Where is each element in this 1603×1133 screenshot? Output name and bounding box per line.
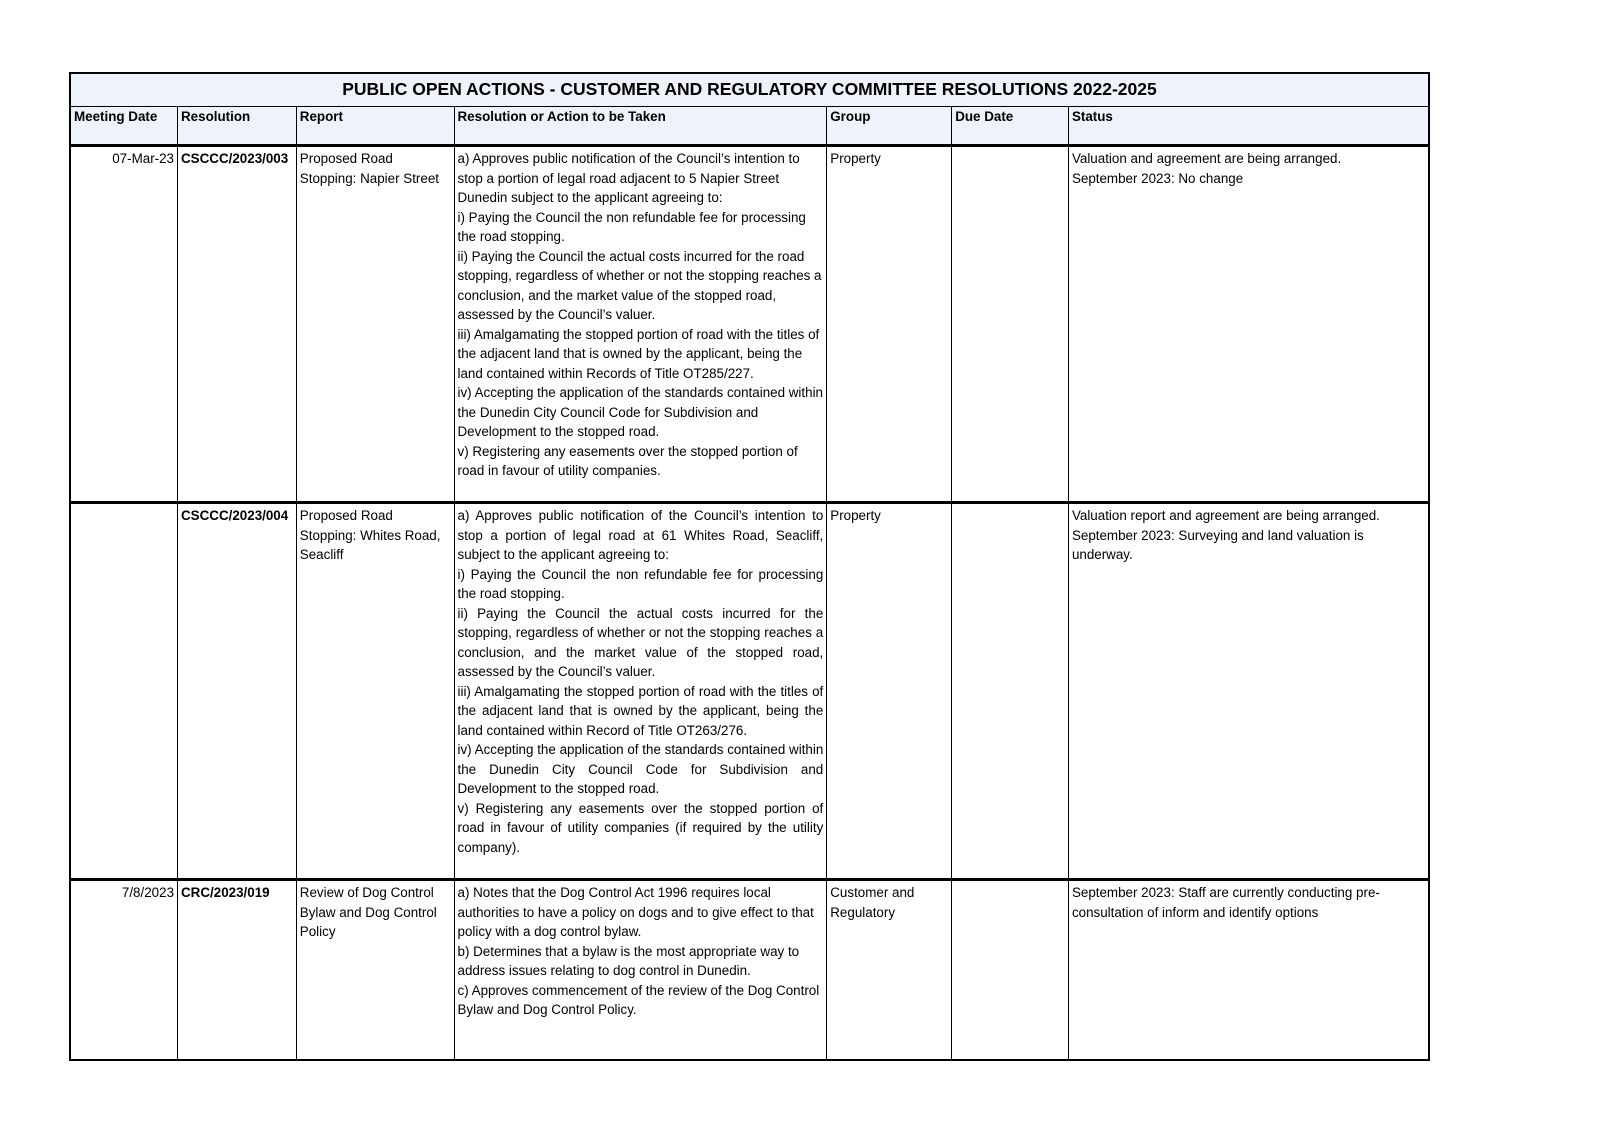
group-cell: Customer and Regulatory bbox=[827, 880, 952, 1061]
resolution-cell: CSCCC/2023/004 bbox=[178, 503, 297, 880]
status-cell bbox=[1068, 146, 1429, 503]
action-cell bbox=[454, 503, 827, 880]
status-item: September 2023: No change bbox=[1071, 170, 1244, 186]
action-item: ii) Paying the Council the actual costs incurred for the road stopping, regardless of whether or not the stopping reaches a conclusion, and the market value of the stopped road, assessed by the Council’s valuer. bbox=[457, 248, 822, 322]
title-row bbox=[70, 73, 1429, 107]
action-item: i) Paying the Council the non refundable fee for processing the road stopping. bbox=[457, 209, 806, 244]
status-item: Valuation and agreement are being arranged. bbox=[1071, 151, 1342, 166]
header-group: Group bbox=[827, 107, 952, 146]
report-cell: Proposed Road Stopping: Napier Street bbox=[296, 146, 454, 503]
action-item: iii) Amalgamating the stopped portion of road with the titles of the adjacent land that is owned by the applicant, being the land contained within Records of Title OT285/227. bbox=[457, 326, 820, 381]
status-cell bbox=[1068, 503, 1429, 880]
resolutions-table bbox=[69, 72, 1430, 1061]
action-item: v) Registering any easements over the stopped portion of road in favour of utility companies (if required by the utility company). bbox=[457, 800, 824, 855]
due-date-cell bbox=[952, 146, 1069, 503]
table-title: PUBLIC OPEN ACTIONS - CUSTOMER AND REGULATORY COMMITTEE RESOLUTIONS 2022-2025 bbox=[70, 73, 1429, 107]
meeting-date-cell: 7/8/2023 bbox=[70, 880, 178, 1061]
table-row bbox=[70, 880, 1429, 1061]
action-cell bbox=[454, 146, 827, 503]
action-item: a) Approves public notification of the Council’s intention to stop a portion of legal road adjacent to 5 Napier Street Dunedin subject to the applicant agreeing to: bbox=[457, 151, 800, 205]
meeting-date-cell bbox=[70, 503, 178, 880]
report-cell: Proposed Road Stopping: Whites Road, Seacliff bbox=[296, 503, 454, 880]
header-row bbox=[70, 107, 1429, 146]
header-report: Report bbox=[296, 107, 454, 146]
action-item: i) Paying the Council the non refundable fee for processing the road stopping. bbox=[457, 566, 824, 601]
group-cell: Property bbox=[827, 146, 952, 503]
meeting-date-cell: 07-Mar-23 bbox=[70, 146, 178, 503]
due-date-cell bbox=[952, 880, 1069, 1061]
header-due-date: Due Date bbox=[952, 107, 1069, 146]
action-item: a) Notes that the Dog Control Act 1996 requires local authorities to have a policy on dogs and to give effect to that policy with a dog control bylaw. bbox=[457, 885, 814, 939]
table-row bbox=[70, 146, 1429, 503]
action-item: v) Registering any easements over the stopped portion of road in favour of utility companies. bbox=[457, 443, 798, 478]
status-item: September 2023: Surveying and land valuation is underway. bbox=[1071, 527, 1364, 562]
report-cell: Review of Dog Control Bylaw and Dog Control Policy bbox=[296, 880, 454, 1061]
header-action: Resolution or Action to be Taken bbox=[454, 107, 827, 146]
status-item: September 2023: Staff are currently conducting pre-consultation of inform and identify options bbox=[1071, 885, 1380, 920]
action-item: a) Approves public notification of the Council’s intention to stop a portion of legal road at 61 Whites Road, Seacliff, subject to the applicant agreeing to: bbox=[457, 508, 824, 562]
header-status: Status bbox=[1068, 107, 1429, 146]
action-item: ii) Paying the Council the actual costs incurred for the stopping, regardless of whether or not the stopping reaches a conclusion, and the market value of the stopped road, assessed by the Council’s valuer. bbox=[457, 605, 824, 679]
resolution-cell: CSCCC/2023/003 bbox=[178, 146, 297, 503]
action-item: b) Determines that a bylaw is the most appropriate way to address issues relating to dog control in Dunedin. bbox=[457, 943, 800, 978]
due-date-cell bbox=[952, 503, 1069, 880]
action-item: c) Approves commencement of the review of the Dog Control Bylaw and Dog Control Policy. bbox=[457, 982, 820, 1017]
action-item: iv) Accepting the application of the standards contained within the Dunedin City Council Code for Subdivision and Development to the stopped road. bbox=[457, 742, 824, 796]
resolution-cell: CRC/2023/019 bbox=[178, 880, 297, 1061]
group-cell: Property bbox=[827, 503, 952, 880]
action-cell bbox=[454, 880, 827, 1061]
table-row bbox=[70, 503, 1429, 880]
status-item: Valuation report and agreement are being arranged. bbox=[1071, 508, 1380, 523]
header-meeting-date: Meeting Date bbox=[70, 107, 178, 146]
action-item: iv) Accepting the application of the standards contained within the Dunedin City Council Code for Subdivision and Development to the stopped road. bbox=[457, 385, 823, 439]
action-item: iii) Amalgamating the stopped portion of road with the titles of the adjacent land that is owned by the applicant, being the land contained within Record of Title OT263/276. bbox=[457, 683, 824, 738]
header-resolution: Resolution bbox=[178, 107, 297, 146]
status-cell bbox=[1068, 880, 1429, 1061]
